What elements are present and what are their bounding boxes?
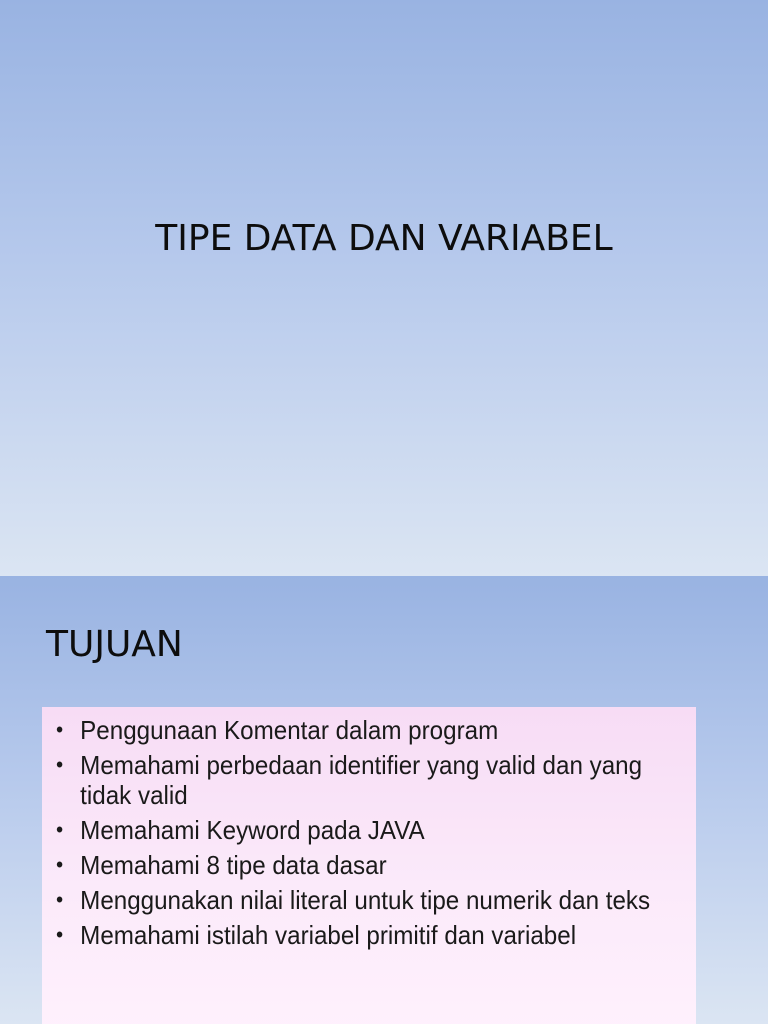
objectives-slide[interactable] xyxy=(0,576,768,1024)
bullet-dot-icon: • xyxy=(56,852,64,877)
bullet-dot-icon: • xyxy=(56,922,64,947)
list-item-label: Menggunakan nilai literal untuk tipe numerik dan teks xyxy=(80,885,651,915)
list-item xyxy=(56,750,688,810)
bullet-dot-icon: • xyxy=(56,817,64,842)
list-item-label: Memahami Keyword pada JAVA xyxy=(80,815,425,845)
objectives-content-box xyxy=(42,707,696,1024)
bullet-dot-icon: • xyxy=(56,752,64,777)
slide-title: TIPE DATA DAN VARIABEL xyxy=(155,218,613,259)
list-item-label: Penggunaan Komentar dalam program xyxy=(80,715,499,745)
list-item-label: Memahami perbedaan identifier yang valid dan yang tidak valid xyxy=(80,750,643,810)
list-item xyxy=(56,920,688,950)
objectives-list xyxy=(42,707,696,950)
bullet-dot-icon: • xyxy=(56,717,64,742)
bullet-dot-icon: • xyxy=(56,887,64,912)
list-item-label: Memahami istilah variabel primitif dan variabel xyxy=(80,920,577,950)
slide-heading: TUJUAN xyxy=(46,624,183,665)
list-item xyxy=(56,885,688,915)
list-item-label: Memahami 8 tipe data dasar xyxy=(80,850,387,880)
list-item xyxy=(56,850,688,880)
list-item xyxy=(56,715,688,745)
list-item xyxy=(56,815,688,845)
